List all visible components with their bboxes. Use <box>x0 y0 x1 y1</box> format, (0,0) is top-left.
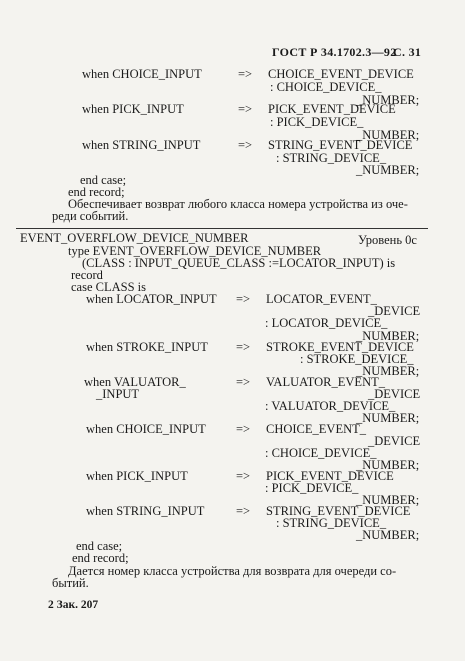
branch-value: _NUMBER; <box>356 458 420 472</box>
branch-value: PICK_EVENT_DEVICE <box>266 469 394 483</box>
branch-value: _NUMBER; <box>356 411 420 425</box>
description-text: Обеспечивает возврат любого класса номера устройства из оче- <box>68 197 408 211</box>
end-case: end case; <box>80 173 127 187</box>
branch-value: STROKE_EVENT_DEVICE <box>266 340 414 354</box>
branch-value: : LOCATOR_DEVICE_ <box>265 316 388 330</box>
level-label: Уровень 0с <box>358 233 417 247</box>
arrow: => <box>236 422 251 436</box>
case-branch-label: when PICK_INPUT <box>82 102 184 116</box>
branch-value: : PICK_DEVICE_ <box>270 115 364 129</box>
branch-value: _NUMBER; <box>356 364 420 378</box>
record-keyword: record <box>71 268 103 282</box>
branch-value: CHOICE_EVENT_ <box>266 422 366 436</box>
description-text: реди событий. <box>52 209 129 223</box>
branch-value: : CHOICE_DEVICE_ <box>270 80 382 94</box>
arrow: => <box>238 67 253 81</box>
branch-value: VALUATOR_EVENT_ <box>266 375 385 389</box>
branch-value: _DEVICE <box>368 304 421 318</box>
print-order-mark: 2 Зак. 207 <box>48 599 99 611</box>
end-record: end record; <box>68 185 125 199</box>
branch-value: _NUMBER; <box>356 93 420 107</box>
branch-value: _DEVICE <box>368 387 421 401</box>
branch-value: _NUMBER; <box>356 493 420 507</box>
branch-value: PICK_EVENT_DEVICE <box>268 102 396 116</box>
branch-value: : STROKE_DEVICE_ <box>300 352 414 366</box>
type-declaration: type EVENT_OVERFLOW_DEVICE_NUMBER <box>68 244 322 258</box>
branch-value: : STRING_DEVICE_ <box>276 151 387 165</box>
case-branch-label: when LOCATOR_INPUT <box>86 292 217 306</box>
branch-value: _NUMBER; <box>356 528 420 542</box>
branch-value: _DEVICE <box>368 434 421 448</box>
document-code: ГОСТ Р 34.1702.3—92 <box>272 45 397 59</box>
branch-value: STRING_EVENT_DEVICE <box>266 504 411 518</box>
branch-value: STRING_EVENT_DEVICE <box>268 138 413 152</box>
case-branch-label: when STROKE_INPUT <box>86 340 208 354</box>
arrow: => <box>238 102 253 116</box>
case-branch-label: when CHOICE_INPUT <box>82 67 202 81</box>
case-branch-label: _INPUT <box>96 387 140 401</box>
end-record: end record; <box>72 551 129 565</box>
section-divider <box>16 228 428 229</box>
class-parameter: (CLASS : INPUT_QUEUE_CLASS :=LOCATOR_INPUT) is <box>82 256 396 270</box>
arrow: => <box>236 340 251 354</box>
arrow: => <box>236 292 251 306</box>
branch-value: : STRING_DEVICE_ <box>276 516 387 530</box>
case-branch-label: when STRING_INPUT <box>86 504 205 518</box>
arrow: => <box>236 469 251 483</box>
branch-value: : CHOICE_DEVICE_ <box>265 446 377 460</box>
description-text: бытий. <box>52 576 89 590</box>
case-branch-label: when PICK_INPUT <box>86 469 188 483</box>
arrow: => <box>236 375 251 389</box>
case-statement: case CLASS is <box>71 280 146 294</box>
branch-value: LOCATOR_EVENT_ <box>266 292 377 306</box>
end-case: end case; <box>76 539 123 553</box>
branch-value: : VALUATOR_DEVICE_ <box>265 399 396 413</box>
case-branch-label: when CHOICE_INPUT <box>86 422 206 436</box>
case-branch-label: when VALUATOR_ <box>84 375 186 389</box>
branch-value: _NUMBER; <box>356 329 420 343</box>
branch-value: _NUMBER; <box>356 128 420 142</box>
case-branch-label: when STRING_INPUT <box>82 138 201 152</box>
arrow: => <box>238 138 253 152</box>
page-number: С. 31 <box>393 45 422 59</box>
branch-value: : PICK_DEVICE_ <box>265 481 359 495</box>
branch-value: CHOICE_EVENT_DEVICE <box>268 67 414 81</box>
arrow: => <box>236 504 251 518</box>
section-title: EVENT_OVERFLOW_DEVICE_NUMBER <box>20 231 249 245</box>
description-text: Дается номер класса устройства для возврата для очереди со- <box>68 564 397 578</box>
branch-value: _NUMBER; <box>356 163 420 177</box>
